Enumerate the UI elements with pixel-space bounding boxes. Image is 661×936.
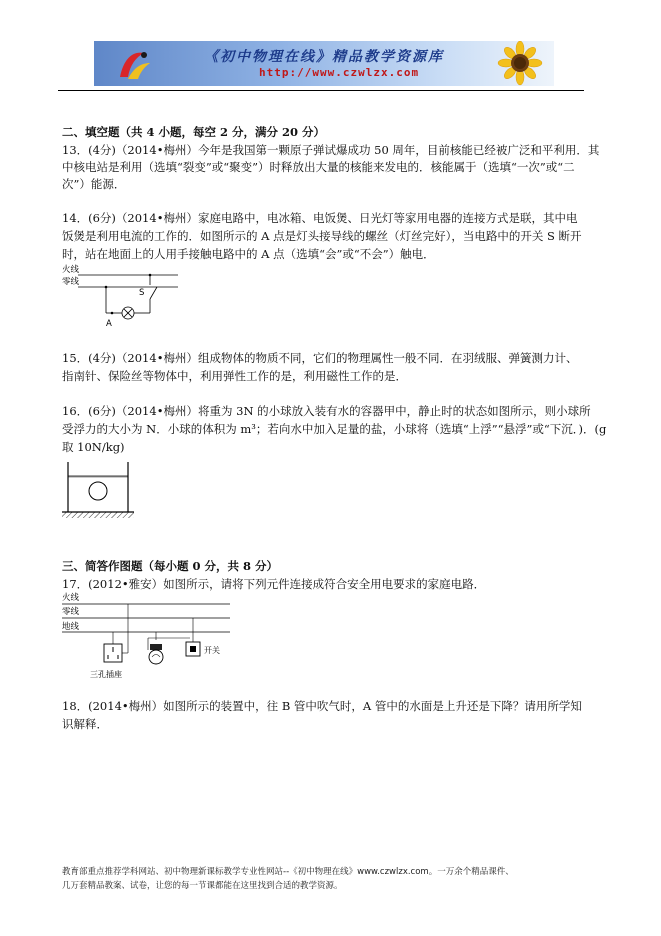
q14-switch-label: S: [139, 288, 145, 298]
banner-title: 《初中物理在线》精品教学资源库: [204, 49, 444, 65]
q18-line-2: 识解释．: [62, 717, 108, 731]
q14-point-a-label: A: [106, 319, 112, 329]
q16-ball-icon: [89, 482, 107, 500]
q16-line-1: 16．(6分)（2014•梅州）将重为 3N 的小球放入装有水的容器甲中，静止时的状态如图所示，则小球所: [62, 404, 591, 418]
q16-line-3: 取 10N/kg): [62, 440, 125, 454]
q14-line-1: 14．(6分)（2014•梅州）家庭电路中，电冰箱、电饭煲、日光灯等家用电器的连接方式是联，其中电: [62, 211, 578, 225]
q17-socket-icon: [104, 644, 122, 662]
q17-socket-label: 三孔插座: [90, 670, 122, 679]
q13-line-1: 13．(4分)（2014•梅州）今年是我国第一颗原子弹试爆成功 50 周年，目前核能已经被广泛和平利用．其: [62, 143, 600, 157]
header-banner: [94, 41, 554, 86]
section-2-heading: 二、填空题（共 4 小题，每空 2 分，满分 20 分）: [62, 125, 326, 139]
section-3-heading: 三、简答作图题（每小题 0 分，共 8 分）: [62, 559, 279, 573]
q17-switch-label: 开关: [204, 646, 220, 655]
q14-line-3: 时，站在地面上的人用手接触电路中的 A 点（选填“会”或“不会”）触电．: [62, 247, 435, 261]
q17-wiring-figure: [60, 592, 240, 684]
sunflower-icon: [494, 41, 546, 86]
q17-line-1: 17．(2012•雅安）如图所示，请将下列元件连接成符合安全用电要求的家庭电路．: [62, 577, 486, 591]
q14-live-wire-label: 火线: [62, 265, 80, 275]
q17-neutral-wire-label: 零线: [62, 607, 80, 617]
banner-url[interactable]: http://www.czwlzx.com: [259, 66, 420, 79]
q15-line-2: 指南针、保险丝等物体中，利用弹性工作的是，利用磁性工作的是．: [62, 369, 407, 383]
q17-ground-wire-label: 地线: [62, 622, 80, 632]
q16-line-2: 受浮力的大小为 N．小球的体积为 m³；若向水中加入足量的盐，小球将（选填“上浮”“悬浮”或“下沉．)．(g: [62, 422, 607, 436]
q13-line-2: 中核电站是利用（选填“裂变”或“聚变”）时释放出大量的核能来发电的．核能属于（选填“一次”或“二: [62, 160, 575, 174]
q17-live-wire-label: 火线: [62, 593, 80, 603]
q13-line-3: 次”）能源．: [62, 177, 126, 191]
q14-line-2: 饭煲是利用电流的工作的．如图所示的 A 点是灯头接导线的螺丝（灯丝完好），当电路中的开关 S 断开: [62, 229, 582, 243]
q17-lamp-icon: [149, 650, 163, 664]
site-logo-icon: [114, 47, 154, 83]
page-footer: [62, 865, 602, 893]
q18-line-1: 18．(2014•梅州）如图所示的装置中，往 B 管中吹气时，A 管中的水面是上升还是下降？请用所学知: [62, 699, 582, 713]
header-divider: [58, 90, 584, 91]
q14-neutral-wire-label: 零线: [62, 277, 80, 287]
q15-line-1: 15．(4分)（2014•梅州）组成物体的物质不同，它们的物理属性一般不同．在羽绒服、弹簧测力计、: [62, 351, 578, 365]
q14-circuit-figure: [60, 263, 180, 331]
footer-line-2: 几万套精品教案、试卷，让您的每一节课都能在这里找到合适的教学资源。: [62, 881, 343, 891]
q16-container-figure: [58, 458, 138, 520]
footer-line-1: 教育部重点推荐学科网站、初中物理新课标教学专业性网站--《初中物理在线》www.czwlzx.com。一万余个精品课件、: [62, 867, 514, 877]
